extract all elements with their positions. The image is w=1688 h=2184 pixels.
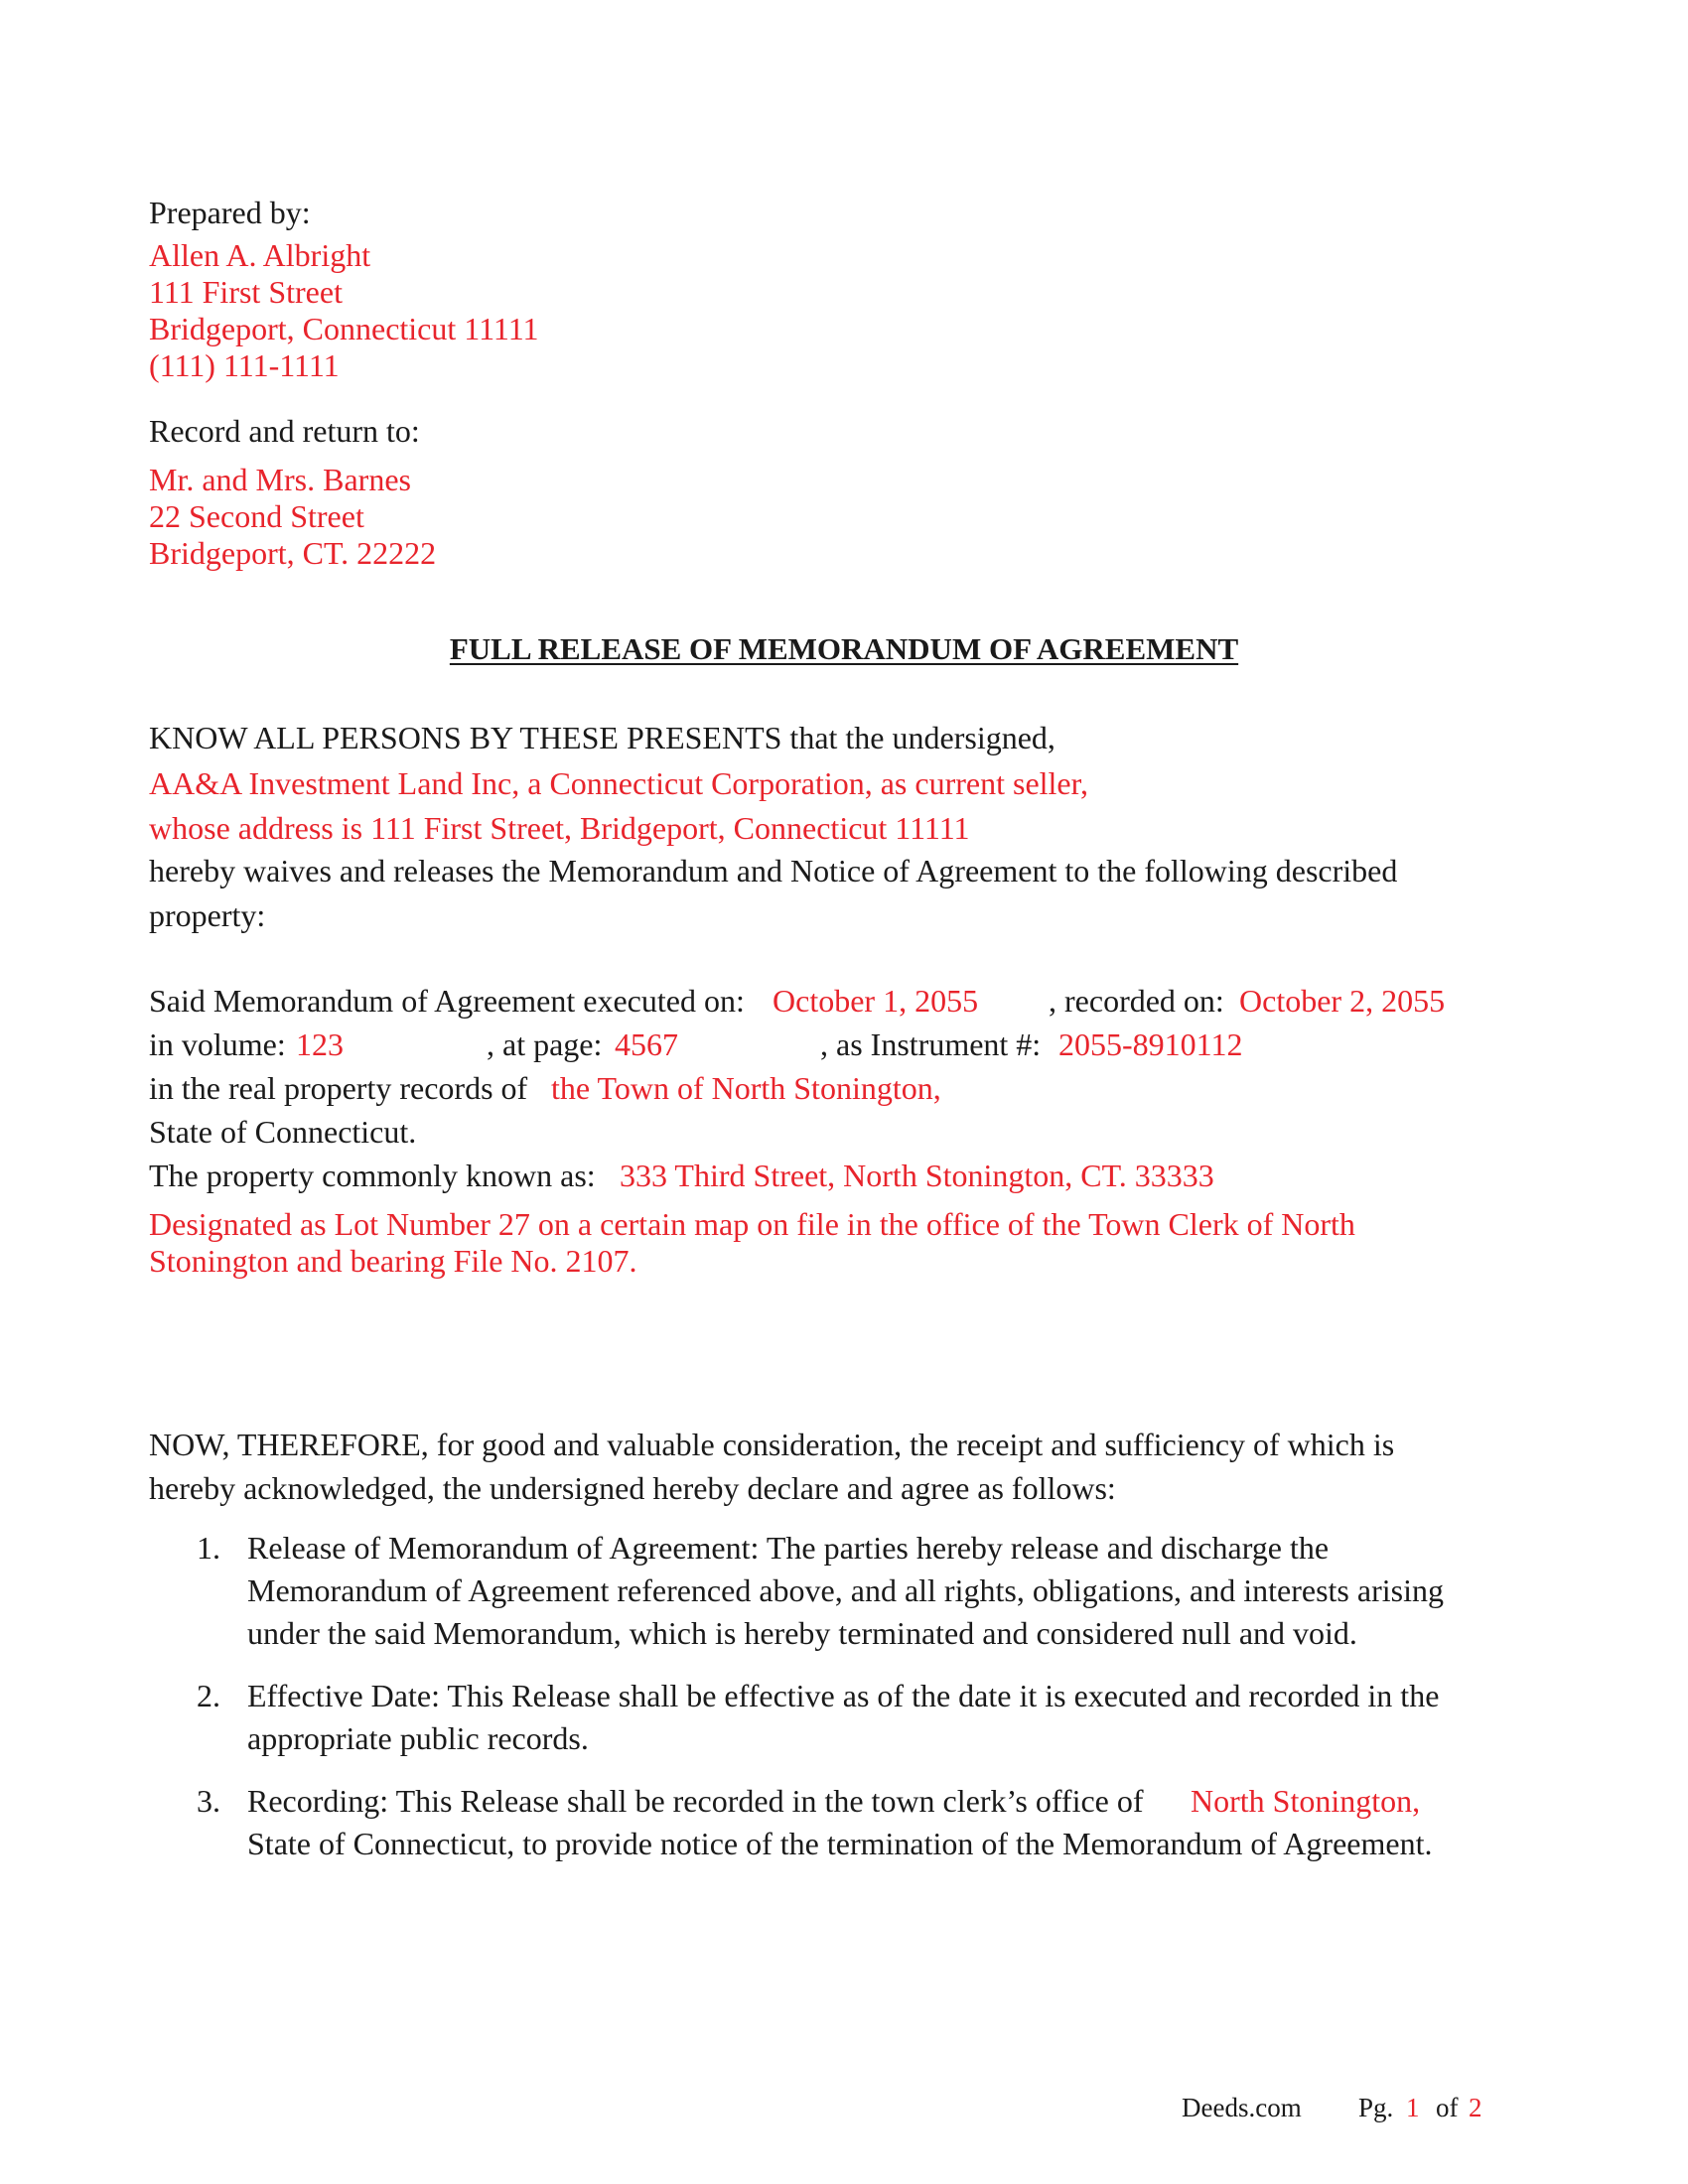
return-street: 22 Second Street [149,498,364,534]
volume-label: in volume: [149,1026,286,1062]
item-1-line-2: Memorandum of Agreement referenced above, and all rights, obligations, and interests arising [247,1572,1444,1608]
legal-description-line-2: Stonington and bearing File No. 2107. [149,1243,637,1279]
instrument-label: , as Instrument #: [820,1026,1042,1062]
records-label: in the real property records of [149,1070,528,1106]
records-jurisdiction: the Town of North Stonington, [551,1070,941,1106]
item-2-line-1: Effective Date: This Release shall be effective as of the date it is executed and recorded in the [247,1678,1440,1713]
preparer-city: Bridgeport, Connecticut 11111 [149,311,539,346]
intro-lead: KNOW ALL PERSONS BY THESE PRESENTS that the undersigned, [149,720,1055,755]
executed-date: October 1, 2055 [773,983,979,1019]
preparer-street: 111 First Street [149,274,343,310]
known-as-label: The property commonly known as: [149,1158,596,1193]
recorded-date: October 2, 2055 [1239,983,1446,1019]
instrument-value: 2055-8910112 [1058,1026,1243,1062]
volume-value: 123 [296,1026,344,1062]
item-3-line-1: Recording: This Release shall be recorded in the town clerk’s office of [247,1783,1144,1819]
return-city: Bridgeport, CT. 22222 [149,535,437,571]
executed-label: Said Memorandum of Agreement executed on: [149,983,745,1019]
releasing-party: AA&A Investment Land Inc, a Connecticut Corporation, as current seller, [149,765,1088,801]
consideration-line-1: NOW, THEREFORE, for good and valuable consideration, the receipt and sufficiency of which is [149,1427,1395,1462]
footer-page-total: 2 [1469,2093,1482,2122]
item-number: 1. [197,1530,220,1566]
prepared-by-label: Prepared by: [149,195,311,230]
consideration-line-2: hereby acknowledged, the undersigned hereby declare and agree as follows: [149,1470,1116,1506]
preparer-phone: (111) 111-1111 [149,347,340,383]
waiver-line-1: hereby waives and releases the Memorandum and Notice of Agreement to the following described [149,853,1398,888]
legal-description-line-1: Designated as Lot Number 27 on a certain map on file in the office of the Town Clerk of North [149,1206,1355,1242]
item-1-line-3: under the said Memorandum, which is hereby terminated and considered null and void. [247,1615,1357,1651]
item-3-line-2: State of Connecticut, to provide notice of the termination of the Memorandum of Agreement. [247,1826,1433,1861]
record-return-label: Record and return to: [149,413,420,449]
return-name: Mr. and Mrs. Barnes [149,462,411,497]
document-title: FULL RELEASE OF MEMORANDUM OF AGREEMENT [449,631,1239,666]
property-address: 333 Third Street, North Stonington, CT. 33333 [620,1158,1214,1193]
footer-brand: Deeds.com [1182,2093,1302,2122]
footer-page-label: Pg. [1358,2093,1394,2122]
preparer-name: Allen A. Albright [149,237,371,273]
waiver-line-2: property: [149,897,266,933]
item-number: 3. [197,1783,220,1819]
state-line: State of Connecticut. [149,1114,417,1150]
item-number: 2. [197,1678,220,1713]
releasing-party-address: whose address is 111 First Street, Bridgeport, Connecticut 11111 [149,810,970,846]
item-3-town: North Stonington, [1191,1783,1421,1819]
item-2-line-2: appropriate public records. [247,1720,589,1756]
item-1-line-1: Release of Memorandum of Agreement: The parties hereby release and discharge the [247,1530,1330,1566]
page-label: , at page: [487,1026,603,1062]
footer-of-label: of [1436,2093,1459,2122]
footer-page-current: 1 [1406,2093,1420,2122]
page-value: 4567 [615,1026,678,1062]
recorded-label: , recorded on: [1049,983,1224,1019]
